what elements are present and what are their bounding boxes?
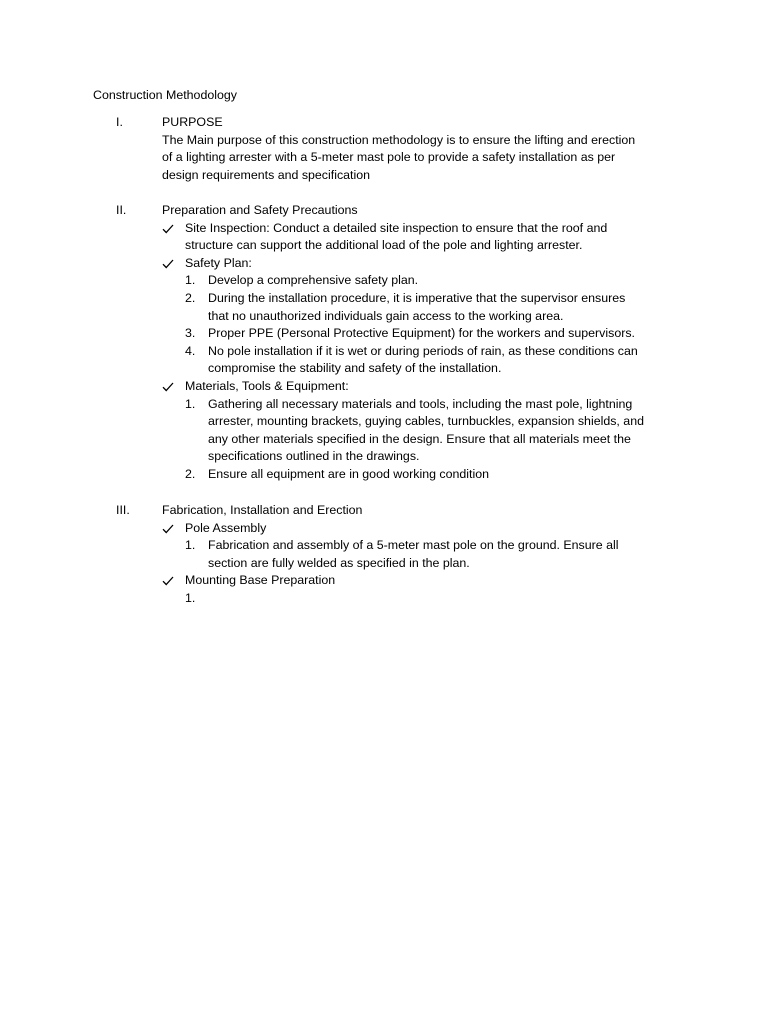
list-item-text: any other materials specified in the design. Ensure that all materials meet the bbox=[208, 431, 631, 446]
list-item-text: section are fully welded as specified in the plan. bbox=[208, 555, 470, 570]
list-item-text: structure can support the additional load of the pole and lighting arrester. bbox=[185, 238, 583, 253]
list-item-text: Mounting Base Preparation bbox=[185, 573, 336, 588]
list-item-text: that no unauthorized individuals gain access to the working area. bbox=[208, 308, 564, 323]
checkmark-icon bbox=[162, 520, 176, 537]
list-item-text: compromise the stability and safety of the installation. bbox=[208, 361, 502, 376]
list-item-text: specifications outlined in the drawings. bbox=[208, 449, 420, 464]
section-body bbox=[162, 502, 672, 608]
item-number: 1. bbox=[185, 538, 196, 553]
numbered-item bbox=[185, 290, 672, 325]
list-item-text: During the installation procedure, it is imperative that the supervisor ensures bbox=[208, 290, 626, 305]
item-number: 1. bbox=[185, 590, 196, 605]
list-item-text: Fabrication and assembly of a 5-meter mast pole on the ground. Ensure all bbox=[208, 538, 619, 553]
numbered-list bbox=[185, 537, 672, 572]
list-item-text: No pole installation if it is wet or during periods of rain, as these conditions can bbox=[208, 343, 638, 358]
list-item-text: Ensure all equipment are in good working condition bbox=[208, 466, 490, 481]
list-item-text bbox=[208, 590, 672, 608]
list-item-text: Materials, Tools & Equipment: bbox=[185, 378, 349, 393]
paragraph-line: The Main purpose of this construction methodology is to ensure the lifting and erection bbox=[162, 132, 636, 147]
list-item-text: Gathering all necessary materials and tools, including the mast pole, lightning bbox=[208, 396, 633, 411]
section-numeral: III. bbox=[116, 503, 130, 517]
numbered-item bbox=[185, 590, 672, 608]
list-item-text: arrester, mounting brackets, guying cables, turnbuckles, expansion shields, and bbox=[208, 414, 644, 429]
numbered-item bbox=[185, 537, 672, 572]
section-heading: Fabrication, Installation and Erection bbox=[162, 503, 363, 517]
item-number: 3. bbox=[185, 326, 196, 341]
section-body bbox=[162, 114, 672, 184]
numbered-list bbox=[185, 272, 672, 378]
section-numeral: II. bbox=[116, 203, 127, 217]
list-item-text: Proper PPE (Personal Protective Equipment) for the workers and supervisors. bbox=[208, 326, 635, 341]
list-item-text: Safety Plan: bbox=[185, 255, 252, 270]
numbered-item bbox=[185, 396, 672, 466]
numbered-item bbox=[185, 343, 672, 378]
checklist-item-site-inspection bbox=[162, 220, 672, 255]
checklist-item-safety-plan bbox=[162, 255, 672, 273]
document-title: Construction Methodology bbox=[93, 88, 237, 102]
section-numeral: I. bbox=[116, 115, 123, 129]
item-number: 1. bbox=[185, 273, 196, 288]
paragraph-line: of a lighting arrester with a 5-meter mast pole to provide a safety installation as per bbox=[162, 150, 616, 165]
checklist-item-materials bbox=[162, 378, 672, 396]
checklist-item-mounting-base bbox=[162, 572, 672, 590]
item-number: 1. bbox=[185, 396, 196, 411]
numbered-item bbox=[185, 466, 672, 484]
numbered-item bbox=[185, 272, 672, 290]
list-item-text: Site Inspection: Conduct a detailed site inspection to ensure that the roof and bbox=[185, 220, 608, 235]
section-body bbox=[162, 202, 672, 484]
item-number: 4. bbox=[185, 343, 196, 358]
item-number: 2. bbox=[185, 466, 196, 481]
paragraph-line: design requirements and specification bbox=[162, 167, 371, 182]
list-item-text: Develop a comprehensive safety plan. bbox=[208, 273, 419, 288]
checkmark-icon bbox=[162, 572, 176, 589]
checklist-item-pole-assembly bbox=[162, 520, 672, 538]
numbered-list bbox=[185, 396, 672, 484]
item-number: 2. bbox=[185, 290, 196, 305]
numbered-item bbox=[185, 325, 672, 343]
checkmark-icon bbox=[162, 378, 176, 395]
section-heading: PURPOSE bbox=[162, 115, 223, 129]
checkmark-icon bbox=[162, 255, 176, 272]
list-item-text: Pole Assembly bbox=[185, 520, 267, 535]
section-heading: Preparation and Safety Precautions bbox=[162, 203, 358, 217]
checkmark-icon bbox=[162, 220, 176, 237]
numbered-list bbox=[185, 590, 672, 608]
